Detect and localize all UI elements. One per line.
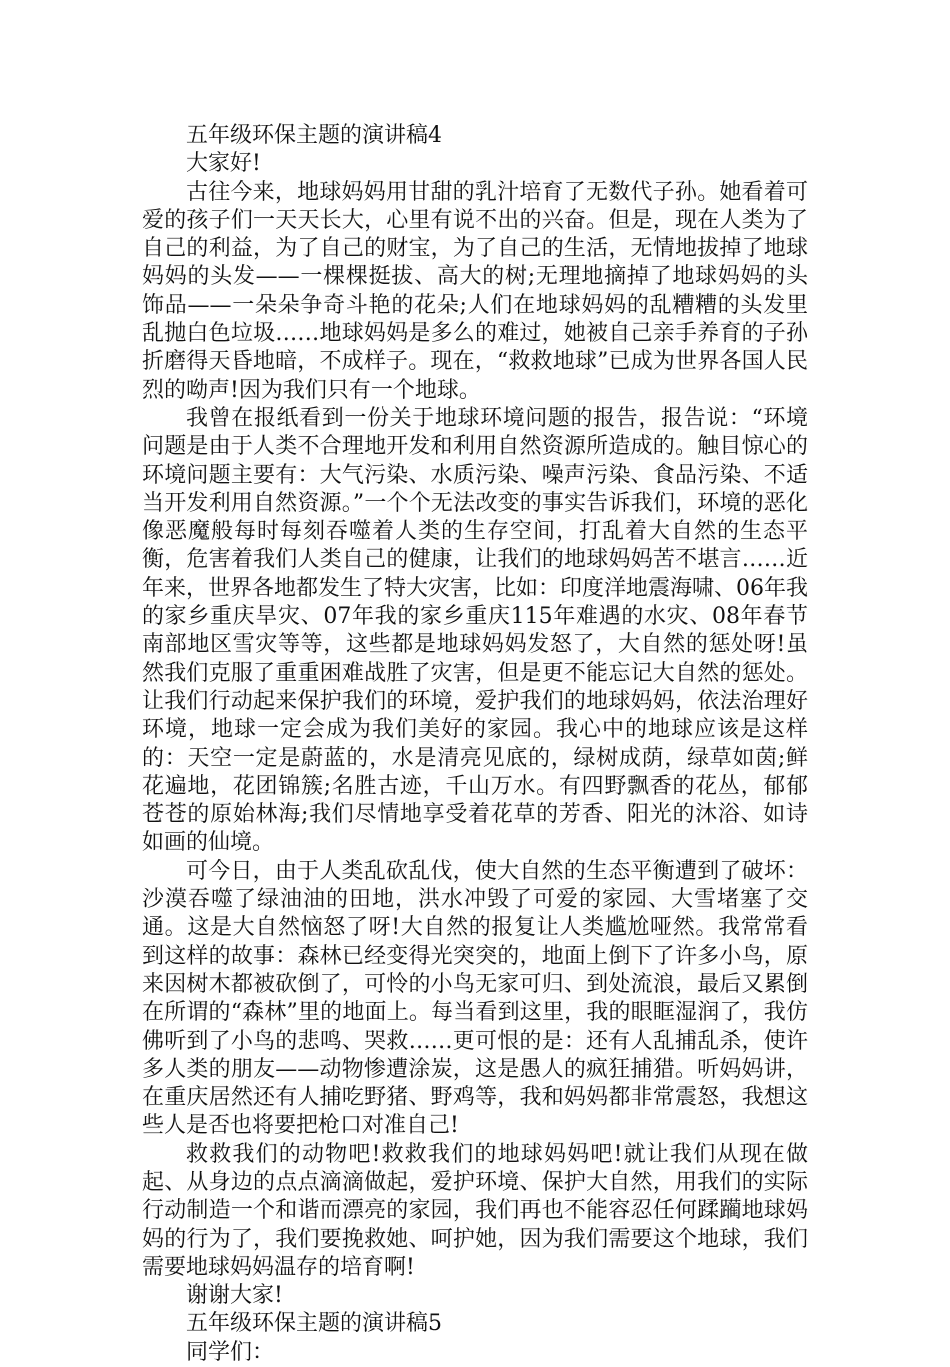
paragraph-3: 可今日，由于人类乱砍乱伐，使大自然的生态平衡遭到了破坏：沙漠吞噬了绿油油的田地，洪水冲毁了可爱的家园、大雪堵塞了交通。这是大自然恼怒了呀!大自然的报复让人类尴尬哑然。我常常看到这样的故事：森林已经变得光突突的，地面上倒下了许多小鸟，原来因树木都被砍倒了，可怜的小鸟无家可归、到处流浪，最后又累倒在所谓的“森林”里的地面上。每当看到这里，我的眼眶湿润了，我仿佛听到了小鸟的悲鸣、哭救……更可恨的是：还有人乱捕乱杀，使许多人类的朋友——动物惨遭涂炭，这是愚人的疯狂捕猎。听妈妈讲，在重庆居然还有人捕吃野猪、野鸡等，我和妈妈都非常震怒，我想这些人是否也将要把枪口对准自己!: [142, 858, 808, 1139]
paragraph-1: 古往今来，地球妈妈用甘甜的乳汁培育了无数代子孙。她看着可爱的孩子们一天天长大，心里有说不出的兴奋。但是，现在人类为了自己的利益，为了自己的财宝，为了自己的生活，无情地拔掉了地球妈妈的头发——一棵棵挺拔、高大的树;无理地摘掉了地球妈妈的头饰品——一朵朵争奇斗艳的花朵;人们在地球妈妈的乱糟糟的头发里乱抛白色垃圾……地球妈妈是多么的难过，她被自己亲手养育的子孙折磨得天昏地暗，不成样子。现在，“救救地球”已成为世界各国人民烈的呦声!因为我们只有一个地球。: [142, 179, 808, 403]
paragraph-2: 我曾在报纸看到一份关于地球环境问题的报告，报告说：“环境问题是由于人类不合理地开发和利用自然资源所造成的。触目惊心的环境问题主要有：大气污染、水质污染、噪声污染、食品污染、不适当开发利用自然资源。”一个个无法改变的事实告诉我们，环境的恶化像恶魔般每时每刻吞噬着人类的生存空间，打乱着大自然的生态平衡，危害着我们人类自己的健康，让我们的地球妈妈苦不堪言……近年来，世界各地都发生了特大灾害，比如：印度洋地震海啸、06年我的家乡重庆旱灾、07年我的家乡重庆115年难遇的水灾、08年春节南部地区雪灾等等，这些都是地球妈妈发怒了，大自然的惩处呀!虽然我们克服了重重困难战胜了灾害，但是更不能忘记大自然的惩处。让我们行动起来保护我们的环境，爱护我们的地球妈妈，依法治理好环境，地球一定会成为我们美好的家园。我心中的地球应该是这样的：天空一定是蔚蓝的，水是清亮见底的，绿树成荫，绿草如茵;鲜花遍地，花团锦簇;名胜古迹，千山万水。有四野飘香的花丛，郁郁苍苍的原始林海;我们尽情地享受着花草的芳香、阳光的沐浴、如诗如画的仙境。: [142, 405, 808, 856]
closing-thanks: 谢谢大家!: [186, 1283, 283, 1309]
speech-5-greeting: 同学们：: [186, 1339, 275, 1365]
greeting: 大家好!: [186, 151, 261, 177]
speech-4-title: 五年级环保主题的演讲稿4: [186, 123, 442, 148]
speech-5-title: 五年级环保主题的演讲稿5: [186, 1311, 442, 1337]
paragraph-4: 救救我们的动物吧!救救我们的地球妈妈吧!就让我们从现在做起、从身边的点点滴滴做起，爱护环境、保护大自然，用我们的实际行动制造一个和谐而漂亮的家园，我们再也不能容忍任何蹂躏地球妈妈的行为了，我们要挽救她、呵护她，因为我们需要这个地球，我们需要地球妈妈温存的培育啊!: [142, 1141, 808, 1280]
document-body: [142, 122, 808, 1367]
